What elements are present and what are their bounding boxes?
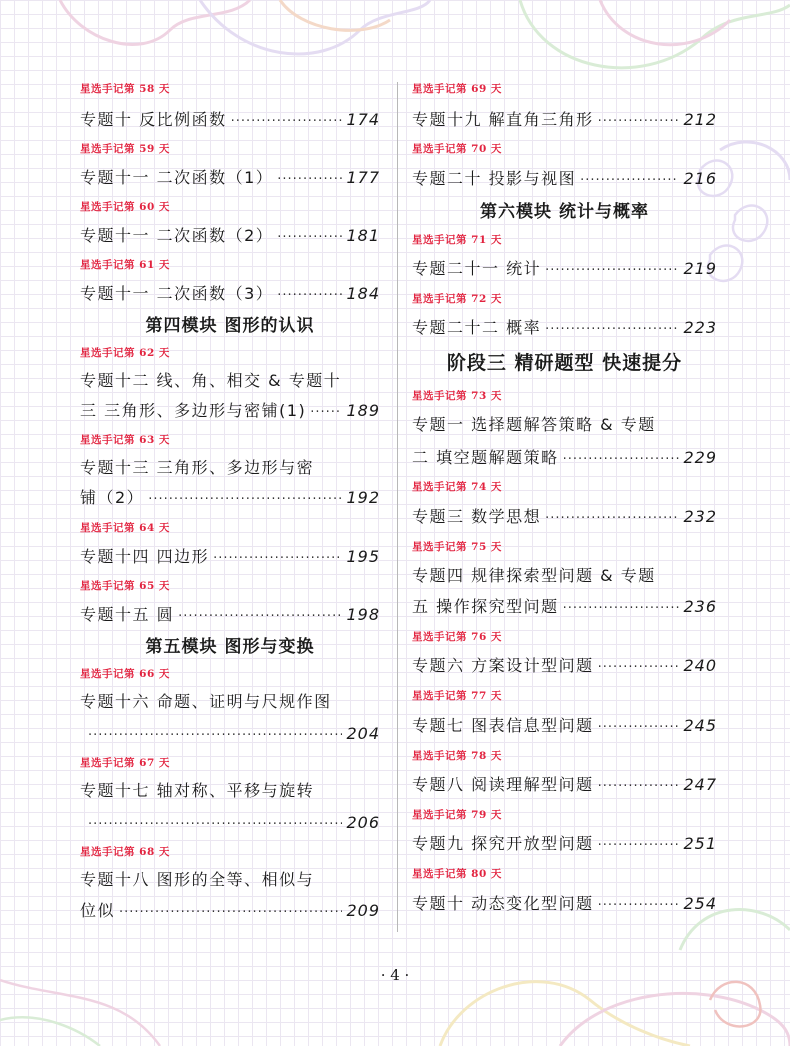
entry-title: 专题六 方案设计型问题 — [412, 656, 594, 675]
entry-page: 245 — [683, 716, 717, 735]
entry-title: 专题十 反比例函数 — [80, 110, 227, 129]
toc-entry[interactable] — [412, 894, 717, 916]
entry-page: 251 — [683, 834, 717, 853]
toc-entry[interactable] — [412, 318, 717, 340]
leader-dots — [598, 658, 680, 678]
entry-page: 195 — [346, 547, 380, 566]
day-label: 星选手记第 58 天 — [80, 83, 170, 95]
entry-title: 专题二十 投影与视图 — [412, 169, 577, 188]
toc-entry[interactable] — [80, 813, 380, 835]
module-heading: 第六模块 统计与概率 — [480, 202, 649, 222]
entry-page: 229 — [683, 448, 717, 467]
entry-page: 184 — [346, 284, 380, 303]
toc-entry[interactable] — [80, 284, 380, 306]
leader-dots — [88, 726, 342, 746]
toc-entry[interactable] — [80, 547, 380, 569]
day-label: 星选手记第 64 天 — [80, 522, 170, 534]
toc-entry[interactable] — [412, 834, 717, 856]
entry-page: 212 — [683, 110, 717, 129]
leader-dots — [148, 490, 342, 510]
entry-page: 177 — [346, 168, 380, 187]
leader-dots — [545, 320, 679, 340]
leader-dots — [598, 836, 680, 856]
leader-dots — [598, 112, 680, 132]
day-label: 星选手记第 80 天 — [412, 868, 502, 880]
entry-page: 189 — [346, 401, 380, 420]
leader-dots — [580, 171, 679, 191]
entry-page: 174 — [346, 110, 380, 129]
entry-page: 204 — [346, 724, 380, 743]
leader-dots — [119, 903, 342, 923]
entry-title: 铺（2） — [80, 488, 145, 507]
day-label: 星选手记第 65 天 — [80, 580, 170, 592]
entry-title: 专题七 图表信息型问题 — [412, 716, 594, 735]
entry-title: 位似 — [80, 901, 116, 920]
entry-page: 216 — [683, 169, 717, 188]
entry-page: 198 — [346, 605, 380, 624]
toc-entry[interactable] — [412, 169, 717, 191]
toc-entry[interactable] — [412, 259, 717, 281]
toc-entry[interactable] — [80, 488, 380, 510]
stage-heading: 阶段三 精研题型 快速提分 — [446, 352, 683, 374]
entry-title-line: 专题十七 轴对称、平移与旋转 — [80, 781, 315, 800]
leader-dots — [277, 228, 342, 248]
toc-entry[interactable] — [412, 110, 717, 132]
day-label: 星选手记第 62 天 — [80, 347, 170, 359]
leader-dots — [213, 549, 342, 569]
entry-page: 247 — [683, 775, 717, 794]
leader-dots — [598, 718, 680, 738]
day-label: 星选手记第 68 天 — [80, 846, 170, 858]
toc-entry[interactable] — [412, 775, 717, 797]
entry-page: 223 — [683, 318, 717, 337]
module-heading: 第五模块 图形与变换 — [145, 637, 315, 657]
entry-title-line: 专题十八 图形的全等、相似与 — [80, 870, 315, 889]
toc-entry[interactable] — [412, 448, 717, 470]
entry-title-line: 专题一 选择题解答策略 & 专题 — [412, 415, 656, 434]
leader-dots — [598, 896, 680, 916]
entry-page: 209 — [346, 901, 380, 920]
toc-entry[interactable] — [80, 901, 380, 923]
entry-title: 二 填空题解题策略 — [412, 448, 559, 467]
entry-title: 专题十一 二次函数（3） — [80, 284, 274, 303]
day-label: 星选手记第 70 天 — [412, 143, 502, 155]
day-label: 星选手记第 79 天 — [412, 809, 502, 821]
toc-entry[interactable] — [412, 656, 717, 678]
day-label: 星选手记第 67 天 — [80, 757, 170, 769]
toc-entry[interactable] — [412, 507, 717, 529]
entry-page: 236 — [683, 597, 717, 616]
module-heading: 第四模块 图形的认识 — [145, 316, 315, 336]
leader-dots — [88, 815, 342, 835]
entry-page: 254 — [683, 894, 717, 913]
day-label: 星选手记第 71 天 — [412, 234, 502, 246]
toc-entry[interactable] — [412, 716, 717, 738]
day-label: 星选手记第 61 天 — [80, 259, 170, 271]
entry-page: 219 — [683, 259, 717, 278]
leader-dots — [545, 509, 679, 529]
entry-page: 232 — [683, 507, 717, 526]
toc-entry[interactable] — [80, 401, 380, 423]
leader-dots — [563, 599, 680, 619]
day-label: 星选手记第 78 天 — [412, 750, 502, 762]
entry-title-line: 专题四 规律探索型问题 & 专题 — [412, 566, 656, 585]
entry-title-line: 专题十六 命题、证明与尺规作图 — [80, 692, 332, 711]
day-label: 星选手记第 74 天 — [412, 481, 502, 493]
entry-page: 181 — [346, 226, 380, 245]
entry-title-line: 专题十二 线、角、相交 & 专题十 — [80, 371, 342, 390]
leader-dots — [310, 403, 342, 423]
day-label: 星选手记第 69 天 — [412, 83, 502, 95]
entry-title: 专题八 阅读理解型问题 — [412, 775, 594, 794]
entry-title: 专题三 数学思想 — [412, 507, 542, 526]
entry-page: 192 — [346, 488, 380, 507]
entry-title: 五 操作探究型问题 — [412, 597, 559, 616]
page-number: · 4 · — [380, 966, 410, 984]
day-label: 星选手记第 66 天 — [80, 668, 170, 680]
entry-page: 206 — [346, 813, 380, 832]
day-label: 星选手记第 77 天 — [412, 690, 502, 702]
entry-title: 专题十五 圆 — [80, 605, 175, 624]
toc-entry[interactable] — [80, 226, 380, 248]
entry-title: 专题十一 二次函数（2） — [80, 226, 274, 245]
day-label: 星选手记第 60 天 — [80, 201, 170, 213]
leader-dots — [231, 112, 343, 132]
entry-title: 专题二十二 概率 — [412, 318, 542, 337]
entry-title: 专题十一 二次函数（1） — [80, 168, 274, 187]
column-divider — [397, 82, 398, 932]
toc-entry[interactable] — [80, 110, 380, 132]
day-label: 星选手记第 63 天 — [80, 434, 170, 446]
day-label: 星选手记第 59 天 — [80, 143, 170, 155]
day-label: 星选手记第 72 天 — [412, 293, 502, 305]
entry-title: 专题九 探究开放型问题 — [412, 834, 594, 853]
leader-dots — [563, 450, 680, 470]
entry-title: 专题十四 四边形 — [80, 547, 210, 566]
entry-title-line: 专题十三 三角形、多边形与密 — [80, 458, 315, 477]
entry-title: 专题十 动态变化型问题 — [412, 894, 594, 913]
entry-page: 240 — [683, 656, 717, 675]
entry-title: 专题二十一 统计 — [412, 259, 542, 278]
day-label: 星选手记第 73 天 — [412, 390, 502, 402]
leader-dots — [545, 261, 679, 281]
leader-dots — [178, 607, 342, 627]
entry-title: 三 三角形、多边形与密铺(1) — [80, 401, 307, 420]
toc-entry[interactable] — [412, 597, 717, 619]
day-label: 星选手记第 75 天 — [412, 541, 502, 553]
entry-title: 专题十九 解直角三角形 — [412, 110, 594, 129]
day-label: 星选手记第 76 天 — [412, 631, 502, 643]
leader-dots — [277, 170, 342, 190]
toc-entry[interactable] — [80, 168, 380, 190]
leader-dots — [598, 777, 680, 797]
toc-entry[interactable] — [80, 724, 380, 746]
toc-entry[interactable] — [80, 605, 380, 627]
leader-dots — [277, 286, 342, 306]
